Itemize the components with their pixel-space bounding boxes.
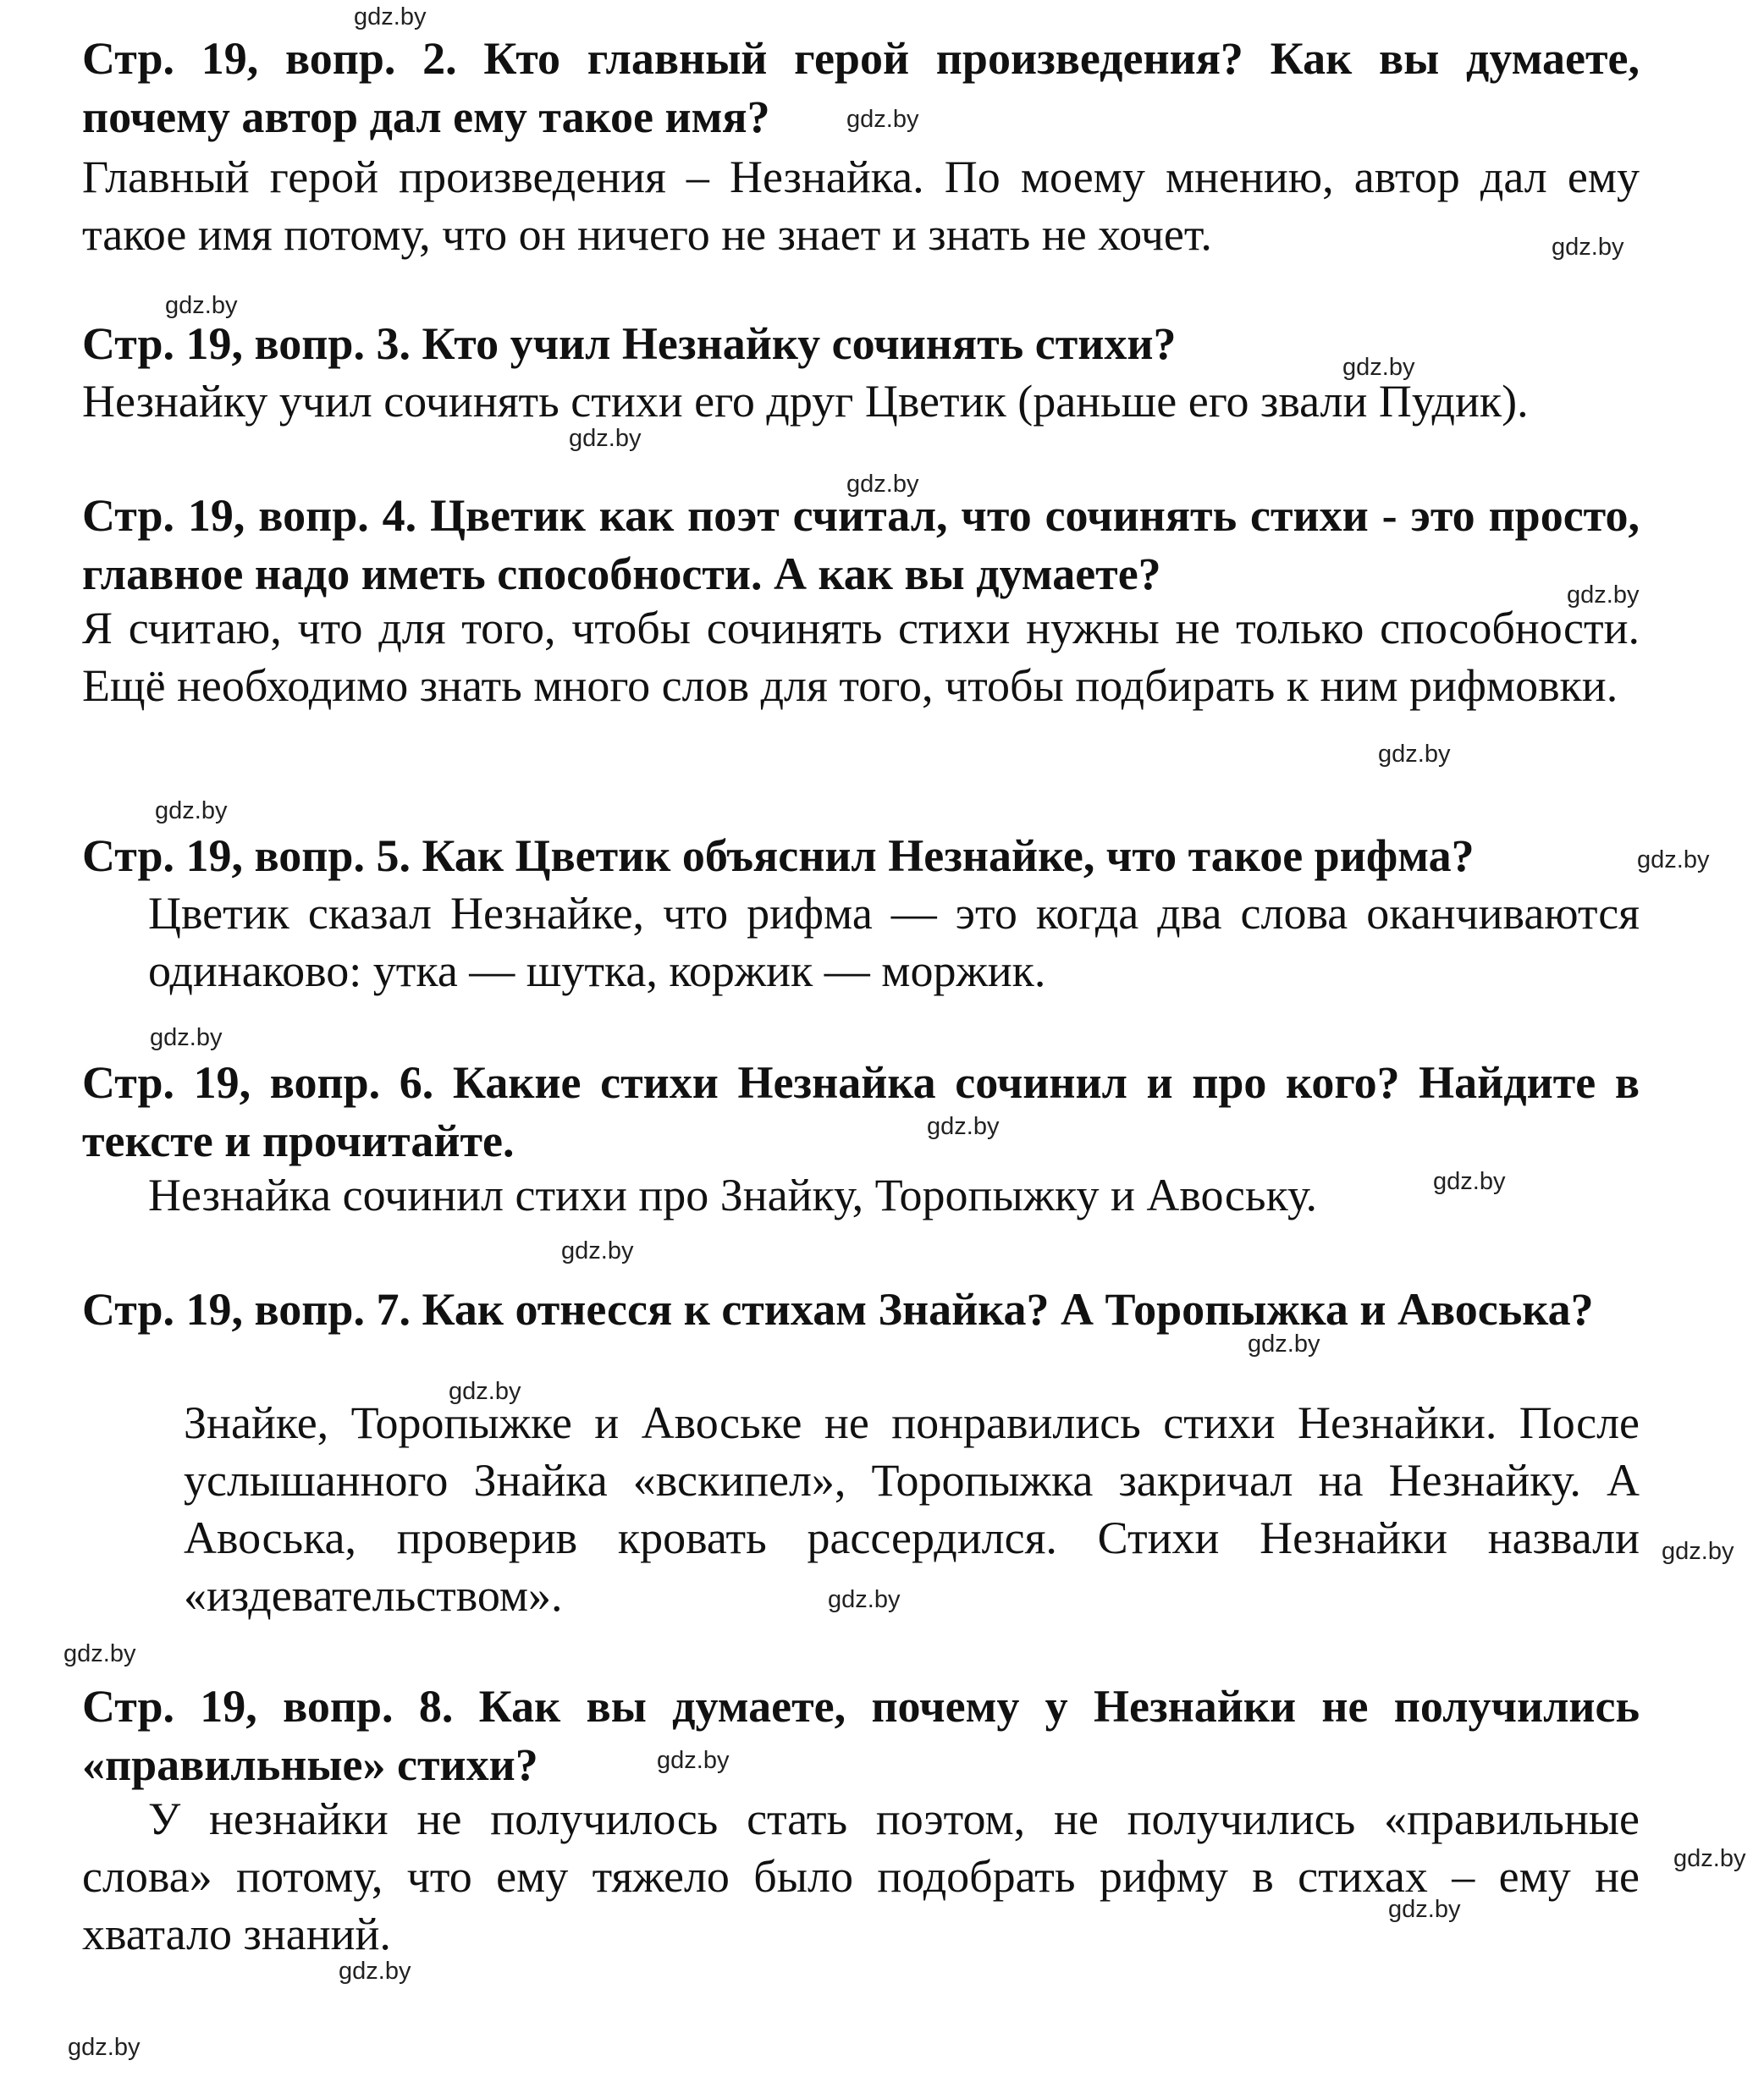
watermark: gdz.by: [354, 3, 427, 30]
watermark: gdz.by: [1567, 581, 1640, 609]
answer-3: Незнайку учил сочинять стихи его друг Цветик (раньше его звали Пудик).: [82, 376, 1529, 427]
answer-6: Незнайка сочинил стихи про Знайку, Торопыжку и Авоську.: [148, 1170, 1318, 1220]
question-3: Стр. 19, вопр. 3. Кто учил Незнайку сочинять стихи?: [82, 318, 1177, 369]
watermark: gdz.by: [657, 1747, 730, 1774]
question-8: Стр. 19, вопр. 8. Как вы думаете, почему у Незнайки не получились «правильные» стихи?: [82, 1681, 1640, 1790]
answer-8: У незнайки не получилось стать поэтом, не получились «правильные слова» потому, что ему тяжело было подобрать рифму в стихах – ему не хватало знаний.: [82, 1793, 1640, 1959]
question-7: Стр. 19, вопр. 7. Как отнесся к стихам Знайка? А Торопыжка и Авоська?: [82, 1284, 1594, 1335]
question-4: Стр. 19, вопр. 4. Цветик как поэт считал, что сочинять стихи - это просто, главное надо иметь способности. А как вы думаете?: [82, 490, 1640, 599]
watermark: gdz.by: [1388, 1896, 1461, 1923]
watermark: gdz.by: [449, 1378, 521, 1405]
watermark: gdz.by: [165, 292, 238, 319]
watermark: gdz.by: [1248, 1330, 1320, 1358]
answer-5: Цветик сказал Незнайке, что рифма — это когда два слова оканчиваются одинаково: утка — шутка, коржик — моржик.: [148, 888, 1640, 996]
watermark: gdz.by: [927, 1113, 1000, 1140]
watermark: gdz.by: [339, 1958, 411, 1985]
answer-2: Главный герой произведения – Незнайка. По моему мнению, автор дал ему такое имя потому, что он ничего не знает и знать не хочет.: [82, 152, 1640, 260]
watermark: gdz.by: [828, 1586, 901, 1613]
watermark: gdz.by: [1552, 234, 1624, 261]
watermark: gdz.by: [569, 425, 642, 452]
answer-7: Знайке, Торопыжке и Авоське не понравились стихи Незнайки. После услышанного Знайка «вскипел», Торопыжка закричал на Незнайку. А Авоська, проверив кровать рассердился. Стихи Незнайки назвали «издевательством».: [184, 1397, 1640, 1621]
question-5: Стр. 19, вопр. 5. Как Цветик объяснил Незнайке, что такое рифма?: [82, 830, 1475, 881]
watermark: gdz.by: [1433, 1168, 1506, 1195]
watermark: gdz.by: [1673, 1845, 1746, 1872]
watermark: gdz.by: [63, 1640, 136, 1667]
watermark: gdz.by: [561, 1237, 634, 1264]
watermark: gdz.by: [846, 471, 919, 498]
watermark: gdz.by: [1342, 354, 1415, 381]
answer-4: Я считаю, что для того, чтобы сочинять стихи нужны не только способности. Ещё необходимо знать много слов для того, чтобы подбирать к ним рифмовки.: [82, 603, 1640, 711]
question-6: Стр. 19, вопр. 6. Какие стихи Незнайка сочинил и про кого? Найдите в тексте и прочитайте.: [82, 1057, 1640, 1166]
question-2: Стр. 19, вопр. 2. Кто главный герой произведения? Как вы думаете, почему автор дал ему такое имя?: [82, 33, 1640, 142]
watermark: gdz.by: [1378, 741, 1451, 768]
watermark: gdz.by: [68, 2034, 141, 2061]
watermark: gdz.by: [1662, 1538, 1734, 1565]
watermark: gdz.by: [155, 797, 228, 824]
watermark: gdz.by: [1637, 846, 1710, 873]
watermark: gdz.by: [150, 1024, 223, 1051]
watermark: gdz.by: [846, 106, 919, 133]
